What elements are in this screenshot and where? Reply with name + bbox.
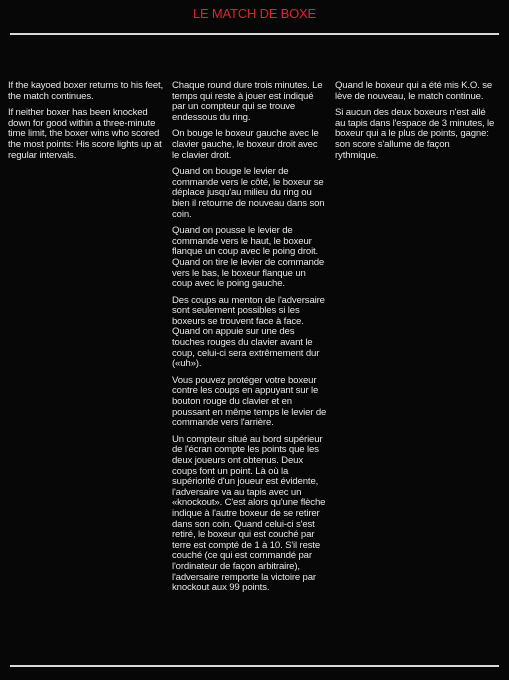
- paragraph: Quand on pousse le levier de commande vers le haut, le boxeur flanque un coup avec le poing droit. Quand on tire le levier de commande vers le bas, le boxeur flanque un coup avec le poing gauche.: [172, 225, 325, 290]
- column-french-rules: [172, 81, 327, 600]
- paragraph: If neither boxer has been knocked down for good within a three-minute time limit, the boxer wins who scored the most points: His score lights up at regular intervals.: [8, 107, 162, 161]
- bottom-divider: [10, 665, 499, 667]
- paragraph: On bouge le boxeur gauche avec le clavier gauche, le boxeur droit avec le clavier droit.: [172, 128, 319, 161]
- top-divider: [10, 33, 499, 35]
- paragraph: Quand on bouge le levier de commande vers le côté, le boxeur se déplace jusqu'au milieu du ring ou bien il retourne de nouveau dans son coin.: [172, 166, 325, 220]
- paragraph: Des coups au menton de l'adversaire sont seulement possibles si les boxeurs se trouvent face à face. Quand on appuie sur une des touches rouges du clavier avant le coup, celui-ci sera extrêmement dur («uh»).: [172, 294, 325, 370]
- page-title: LE MATCH DE BOXE: [193, 6, 316, 21]
- paragraph: Chaque round dure trois minutes. Le temps qui reste à jouer est indiqué par un compteur qui se trouve endessous du ring.: [172, 80, 323, 123]
- column-french-ending: [335, 81, 495, 167]
- column-english: [8, 81, 164, 167]
- paragraph: Un compteur situé au bord supérieur de l'écran compte les points que les deux joueurs ont obtenus. Deux coups font un point. Là où la supériorité d'un joueur est évidente, l'adversaire va au tapis avec un «knockout». C'est alors qu'une flèche indique à l'autre boxeur de se retirer dans son coin. Quand celui-ci s'est retiré, le boxeur qui est couché par terre est compté de 1 à 10. S'il reste couché (ce qui est commandé par l'ordinateur de façon arbitraire), l'adversaire remporte la victoire par knockout aux 99 points.: [172, 433, 326, 594]
- paragraph: Vous pouvez protéger votre boxeur contre les coups en appuyant sur le bouton rouge du clavier et en poussant en même temps le levier de commande vers l'arrière.: [172, 374, 327, 429]
- paragraph: Quand le boxeur qui a été mis K.O. se lève de nouveau, le match continue.: [335, 80, 493, 102]
- paragraph: Si aucun des deux boxeurs n'est allé au tapis dans l'espace de 3 minutes, le boxeur qui a le plus de points, gagne: son score s'allume de façon rythmique.: [335, 107, 495, 161]
- paragraph: If the kayoed boxer returns to his feet, the match continues.: [8, 80, 164, 102]
